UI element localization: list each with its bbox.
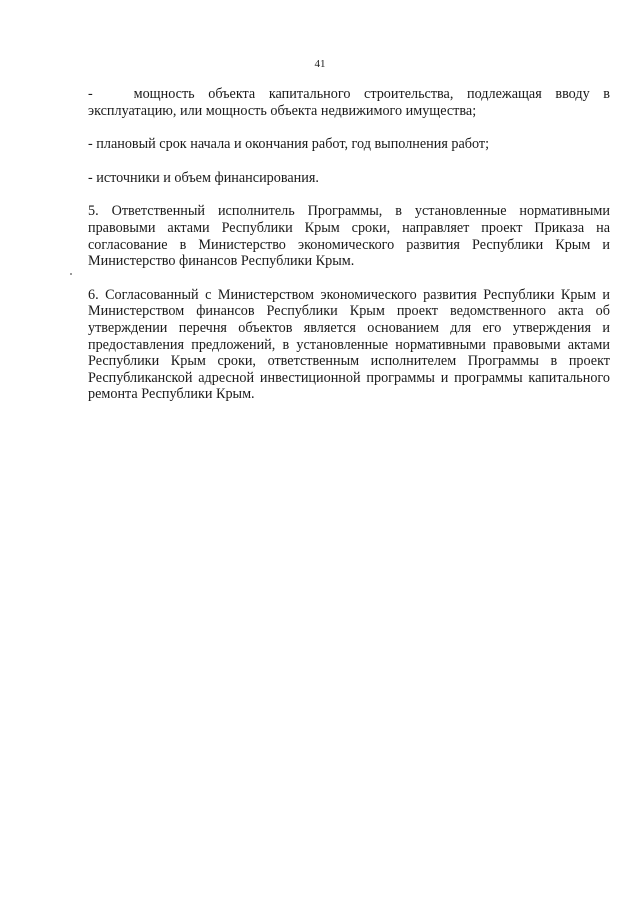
paragraph-capacity: - мощность объекта капитального строительства, подлежащая вводу в эксплуатацию, или мощность объекта недвижимого имущества; [88, 86, 610, 119]
margin-mark [70, 273, 72, 275]
paragraph-funding: - источники и объем финансирования. [88, 169, 319, 186]
paragraph-item-6: 6. Согласованный с Министерством экономического развития Республики Крым и Министерством финансов Республики Крым проект ведомственного акта об утверждении перечня объектов является основанием для его утверждения и предоставления предложений, в установленные нормативными правовыми актами Республики Крым сроки, ответственным исполнителем Программы в проект Республиканской адресной инвестиционной программы и программы капитального ремонта Республики Крым. [88, 286, 610, 403]
paragraph-schedule: - плановый срок начала и окончания работ, год выполнения работ; [88, 136, 490, 153]
document-body [88, 86, 610, 420]
paragraph-item-5: 5. Ответственный исполнитель Программы, в установленные нормативными правовыми актами Республики Крым сроки, направляет проект Приказа на согласование в Министерство экономического развития Республики Крым и Министерство финансов Республики Крым. [88, 203, 610, 270]
page-number: 41 [314, 58, 326, 70]
